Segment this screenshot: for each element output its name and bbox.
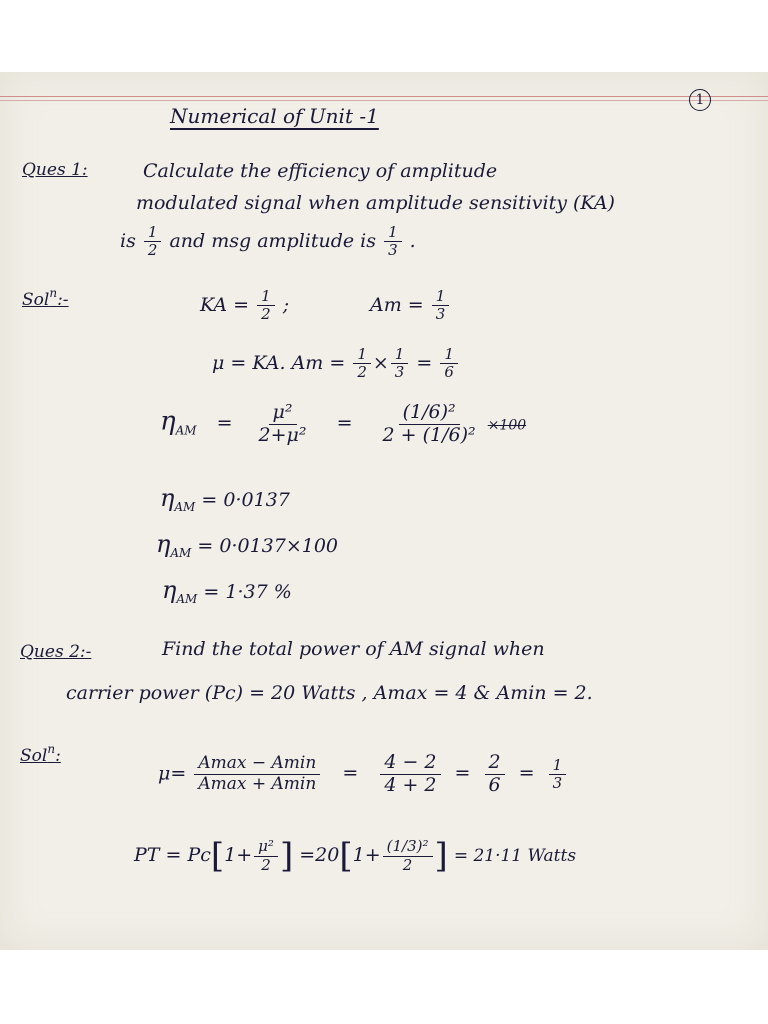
q1-line3-pre: is [120, 229, 136, 252]
s1-result-1: $\eta_{AM} = 0\cdot 0137$ [160, 484, 290, 514]
s1-mu-equation: μ = KA. Am = $\frac{1}{2}$ × $\frac{1}{3}$ = $\frac{1}{6}$ [212, 346, 460, 382]
s2-label: Sol$^n$: [20, 742, 61, 766]
s1-given-am: Am = $\frac{1}{3}$ [370, 288, 451, 324]
s1-label: Sol$^n$:- [22, 286, 69, 310]
page-number: 1 [689, 89, 711, 111]
page-title: Numerical of Unit -1 [170, 104, 379, 128]
q1-label: Ques 1: [22, 160, 88, 180]
s1-result-3: $\eta_{AM} = 1\cdot 37$ % [162, 576, 292, 606]
q1-line2: modulated signal when amplitude sensitivity (KA) [136, 192, 615, 214]
q2-label: Ques 2:- [20, 642, 92, 662]
s1-eta-formula: $\eta_{AM}$ = $\frac{\text{μ²}}{\text{2+μ²}}$ = $\frac{\text{(1/6)²}}{\text{2 + (1/6)²}}$ ×100 [160, 401, 527, 446]
q1-half-fraction: $\frac{1}{2}$ [144, 224, 162, 260]
q2-line2: carrier power (Pc) = 20 Watts , Amax = 4 & Amin = 2. [66, 682, 593, 704]
q1-line3 [120, 224, 416, 260]
ruled-line [0, 100, 768, 101]
ruled-line [0, 96, 768, 97]
s2-total-power: PT = Pc[1+ $\frac{\text{μ²}}{2}$ ] =20[1+ $\frac{\text{(1/3)²}}{2}$ ] = 21·11 Watts [134, 836, 577, 876]
s1-given-ka: KA = $\frac{1}{2}$ ; [200, 287, 290, 324]
q1-line1: Calculate the efficiency of amplitude [143, 160, 498, 182]
s2-mu-equation: μ= $\frac{Amax - Amin}{Amax + Amin}$ = $\frac{4 - 2}{4 + 2}$ = $\frac{2}{6}$ = $\frac{1}{3}$ [158, 752, 568, 797]
s1-result-2: $\eta_{AM} = 0\cdot 0137\times 100$ [156, 530, 339, 560]
q2-line1: Find the total power of AM signal when [162, 638, 545, 660]
q1-line3-mid: and msg amplitude is [169, 229, 377, 252]
q1-third-fraction: $\frac{1}{3}$ [384, 224, 402, 260]
q1-line3-end: . [409, 229, 416, 252]
